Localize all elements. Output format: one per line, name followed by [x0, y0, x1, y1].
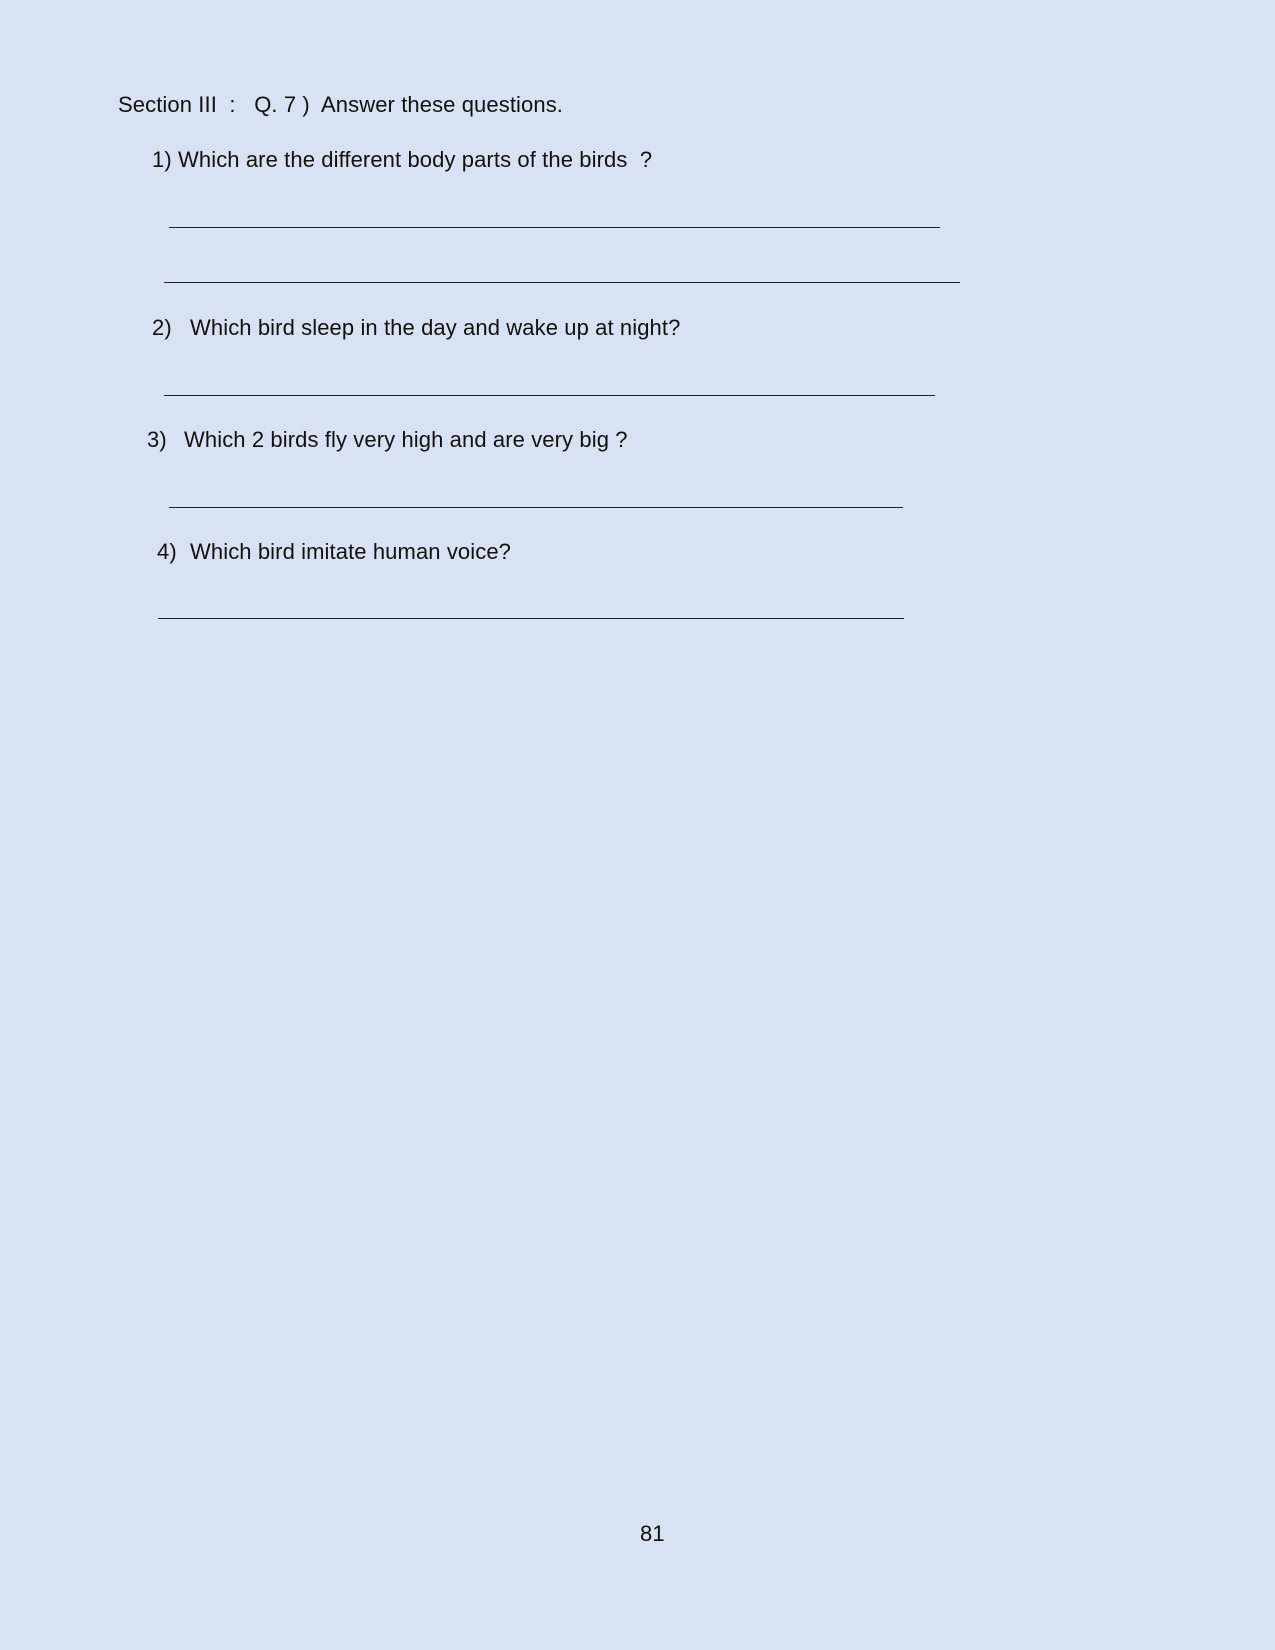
- answer-line-1a[interactable]: [169, 227, 940, 228]
- section-heading: Section III : Q. 7 ) Answer these questions.: [118, 92, 564, 117]
- question-1-number: 1): [152, 147, 172, 172]
- page-number: 81: [640, 1521, 665, 1546]
- question-2-number: 2): [152, 315, 172, 340]
- answer-line-1b[interactable]: [164, 282, 960, 283]
- question-3-number: 3): [147, 427, 167, 452]
- answer-line-3[interactable]: [169, 507, 903, 508]
- question-4-number: 4): [157, 539, 177, 564]
- question-4-text: Which bird imitate human voice?: [190, 539, 512, 564]
- answer-line-4[interactable]: [158, 618, 904, 619]
- answer-line-2[interactable]: [164, 395, 935, 396]
- question-3-text: Which 2 birds fly very high and are very big ?: [184, 427, 628, 452]
- question-2-text: Which bird sleep in the day and wake up at night?: [190, 315, 681, 340]
- question-1-text: Which are the different body parts of the birds ?: [178, 147, 653, 172]
